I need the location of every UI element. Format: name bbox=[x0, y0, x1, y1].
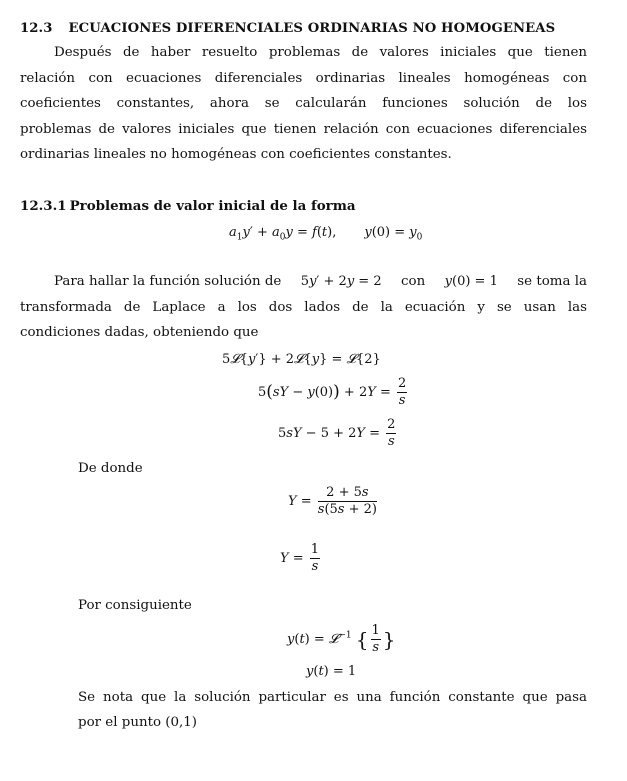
label-por-consiguiente: Por consiguiente bbox=[78, 598, 192, 613]
conclusion-line-2: por el punto (0,1) bbox=[78, 715, 198, 730]
equation-Y-simplified: Y = $\frac{1}{s}$ bbox=[280, 542, 320, 574]
para2-equation: 5y′ + 2y = 2 bbox=[300, 274, 382, 289]
para2-initial-condition: y(0) = 1 bbox=[444, 274, 498, 289]
intro-line-3: coeficientes constantes, ahora se calcularán funciones solución de los bbox=[20, 96, 587, 111]
para2-line-1 bbox=[54, 274, 587, 289]
fraction-1-over-s: $\frac{1}{s}$ bbox=[310, 542, 320, 574]
equation-step-2: 5(sY − y(0)) + 2Y = $\frac{2}{s}$ bbox=[258, 376, 407, 408]
section-number: 12.3 bbox=[20, 21, 53, 36]
equation-Y-fraction: Y = $\frac{2 + 5s}{s(5s + 2)}$ bbox=[288, 485, 377, 517]
para2-line-2: transformada de Laplace a los dos lados de la ecuación y se usan las bbox=[20, 300, 587, 315]
section-heading bbox=[20, 21, 555, 36]
subsection-title: Problemas de valor inicial de la forma bbox=[69, 198, 356, 214]
fraction-1-over-s-c: $\frac{1}{s}$ bbox=[371, 623, 380, 655]
inverse-laplace-equation: y(t) = 𝓛$^{-1}$ { $\frac{1}{s}$ } bbox=[287, 623, 396, 655]
fraction-2-over-s-b: $\frac{2}{s}$ bbox=[387, 417, 396, 449]
subsection-number: 12.3.1 bbox=[20, 198, 67, 214]
para2-text-b: con bbox=[401, 274, 426, 289]
para2-line-3: condiciones dadas, obteniendo que bbox=[20, 325, 259, 340]
intro-line-5: ordinarias lineales no homogéneas con coeficientes constantes. bbox=[20, 147, 452, 162]
equation-step-3: 5sY − 5 + 2Y = $\frac{2}{s}$ bbox=[278, 417, 396, 449]
general-form-equation: $a_1y' + a_0y = f(t)$, $y(0) = y_0$ bbox=[229, 225, 423, 243]
subsection-heading bbox=[20, 198, 356, 214]
intro-line-4: problemas de valores iniciales que tienen relación con ecuaciones diferenciales bbox=[20, 122, 587, 137]
solution-equation: y(t) = 1 bbox=[306, 664, 357, 679]
label-de-donde: De donde bbox=[78, 461, 143, 476]
intro-line-1: Después de haber resuelto problemas de valores iniciales que tienen bbox=[54, 45, 587, 60]
laplace-equation: 5𝓛{y′} + 2𝓛{y} = 𝓛{2} bbox=[222, 352, 381, 367]
conclusion-line-1: Se nota que la solución particular es una función constante que pasa bbox=[78, 690, 587, 705]
para2-text-c: se toma la bbox=[517, 274, 587, 289]
intro-line-2: relación con ecuaciones diferenciales ordinarias lineales homogéneas con bbox=[20, 71, 587, 86]
fraction-Y: $\frac{2 + 5s}{s(5s + 2)}$ bbox=[317, 485, 377, 517]
fraction-2-over-s: $\frac{2}{s}$ bbox=[397, 376, 407, 408]
para2-text-a: Para hallar la función solución de bbox=[54, 274, 282, 289]
section-title: ECUACIONES DIFERENCIALES ORDINARIAS NO HOMOGENEAS bbox=[68, 21, 556, 36]
